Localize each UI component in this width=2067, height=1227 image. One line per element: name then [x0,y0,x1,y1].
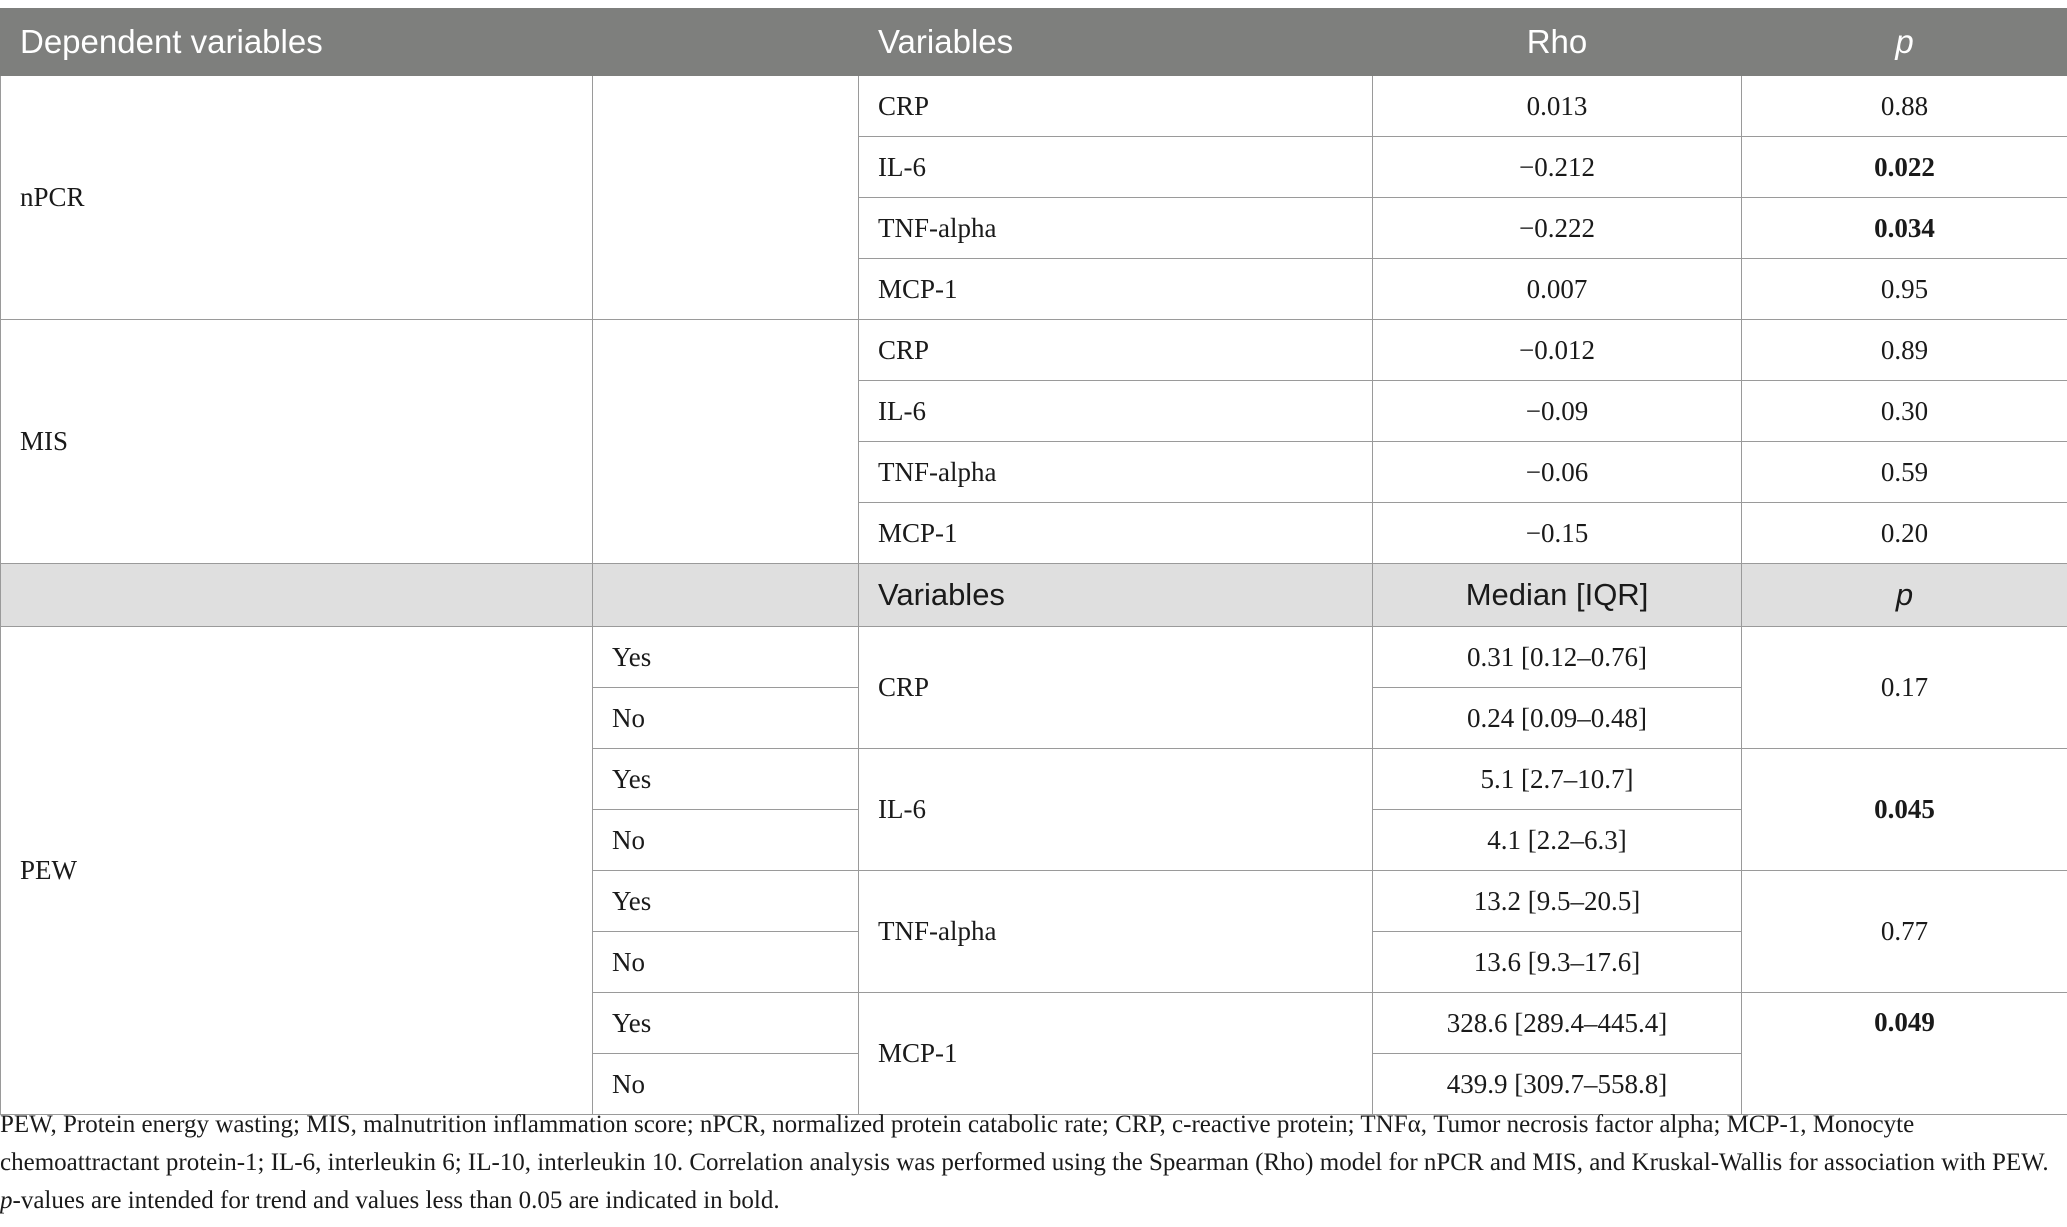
subheader-median-iqr: Median [IQR] [1373,564,1742,627]
group-label-mis: MIS [1,320,593,564]
p-cell: 0.022 [1742,137,2067,198]
footnote-p-italic: p [0,1187,13,1214]
blank-cell [593,320,859,564]
median-cell: 4.1 [2.2–6.3] [1373,810,1742,871]
rho-cell: −0.06 [1373,442,1742,503]
median-cell: 439.9 [309.7–558.8] [1373,1054,1742,1115]
yes-label: Yes [593,749,859,810]
p-cell: 0.034 [1742,198,2067,259]
no-label: No [593,810,859,871]
group-label-npcr: nPCR [1,76,593,320]
no-label: No [593,1054,859,1115]
subheader-variables: Variables [859,564,1373,627]
rho-cell: −0.012 [1373,320,1742,381]
rho-cell: 0.013 [1373,76,1742,137]
rho-cell: 0.007 [1373,259,1742,320]
variable-cell: MCP-1 [859,503,1373,564]
variable-cell: CRP [859,76,1373,137]
footnote-text-rest: -values are intended for trend and values less than 0.05 are indicated in bold. [12,1187,780,1214]
header-variables: Variables [859,9,1373,76]
group-label-pew: PEW [1,627,593,1115]
median-cell: 0.31 [0.12–0.76] [1373,627,1742,688]
header-row [1,9,2067,76]
variable-cell: TNF-alpha [859,198,1373,259]
p-cell: 0.049 [1742,993,2067,1115]
variable-cell: IL-6 [859,749,1373,871]
yes-label: Yes [593,871,859,932]
p-cell: 0.17 [1742,627,2067,749]
variable-cell: IL-6 [859,381,1373,442]
median-cell: 5.1 [2.7–10.7] [1373,749,1742,810]
rho-cell: −0.15 [1373,503,1742,564]
variable-cell: MCP-1 [859,259,1373,320]
p-cell: 0.88 [1742,76,2067,137]
subheader-blank [593,564,859,627]
median-cell: 0.24 [0.09–0.48] [1373,688,1742,749]
variable-cell: TNF-alpha [859,442,1373,503]
p-cell: 0.95 [1742,259,2067,320]
header-p: p [1742,9,2067,76]
rho-cell: −0.222 [1373,198,1742,259]
p-cell: 0.30 [1742,381,2067,442]
variable-cell: TNF-alpha [859,871,1373,993]
rho-cell: −0.212 [1373,137,1742,198]
median-cell: 13.2 [9.5–20.5] [1373,871,1742,932]
median-cell: 13.6 [9.3–17.6] [1373,932,1742,993]
rho-cell: −0.09 [1373,381,1742,442]
blank-cell [593,76,859,320]
yes-label: Yes [593,627,859,688]
table-footnote [0,1106,2060,1220]
subheader-blank [1,564,593,627]
no-label: No [593,932,859,993]
yes-label: Yes [593,993,859,1054]
median-cell: 328.6 [289.4–445.4] [1373,993,1742,1054]
variable-cell: CRP [859,627,1373,749]
subheader-p: p [1742,564,2067,627]
p-cell: 0.77 [1742,871,2067,993]
p-cell: 0.045 [1742,749,2067,871]
p-cell: 0.89 [1742,320,2067,381]
p-cell: 0.20 [1742,503,2067,564]
subheader-row [1,564,2067,627]
table-row [1,320,2067,381]
variable-cell: MCP-1 [859,993,1373,1115]
table-row [1,627,2067,688]
p-cell: 0.59 [1742,442,2067,503]
header-dependent-variables: Dependent variables [1,9,593,76]
table-row [1,76,2067,137]
variable-cell: CRP [859,320,1373,381]
results-table [0,8,2067,1115]
header-rho: Rho [1373,9,1742,76]
footnote-text: PEW, Protein energy wasting; MIS, malnutrition inflammation score; nPCR, normalized protein catabolic rate; CRP, c-reactive protein; TNFα, Tumor necrosis factor alpha; MCP-1, Monocyte chemoattractant protein-1; IL-6, interleukin 6; IL-10, interleukin 10. Correlation analysis was performed using the Spearman (Rho) model for nPCR and MIS, and Kruskal-Wallis for association with PEW. [0,1111,2049,1176]
variable-cell: IL-6 [859,137,1373,198]
no-label: No [593,688,859,749]
header-blank [593,9,859,76]
